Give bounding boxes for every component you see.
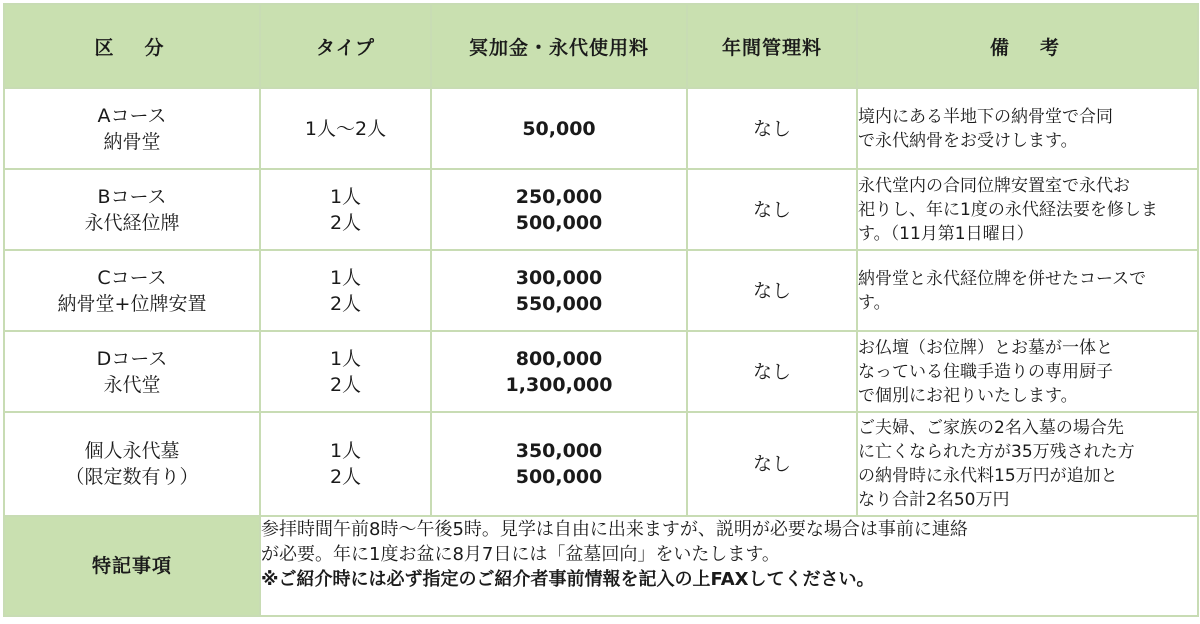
course-subname: 納骨堂+位牌安置 — [57, 292, 207, 315]
price-cell — [431, 169, 687, 250]
type-value: 2人 — [329, 373, 362, 396]
type-value: 2人 — [329, 292, 362, 315]
type-value: 1人 — [329, 266, 362, 289]
price-cell — [431, 250, 687, 331]
annual-fee-cell: なし — [687, 88, 857, 169]
course-name-cell — [4, 169, 260, 250]
course-subname: 永代堂 — [103, 373, 161, 396]
remarks-line: 納骨堂と永代経位牌を併せたコースで — [858, 268, 1147, 289]
price-value: 550,000 — [515, 292, 603, 315]
remarks-cell — [857, 412, 1198, 516]
remarks-line: お仏壇（お位牌）とお墓が一体と — [858, 337, 1113, 358]
type-cell — [260, 331, 431, 412]
header-annual-fee: 年間管理料 — [687, 4, 857, 88]
remarks-line: で永代納骨をお受けします。 — [858, 130, 1078, 151]
type-value: 1人 — [329, 185, 362, 208]
table-row — [4, 412, 1198, 516]
remarks-cell — [857, 250, 1198, 331]
course-subname: （限定数有り） — [65, 466, 199, 488]
remarks-line: す。 — [858, 292, 891, 313]
course-name: Dコース — [96, 347, 168, 370]
table-row — [4, 88, 1198, 169]
special-notes-line: が必要。年に1度お盆に8月7日には「盆墓回向」をいたします。 — [261, 544, 780, 565]
price-value: 250,000 — [515, 185, 603, 208]
annual-fee-cell: なし — [687, 412, 857, 516]
price-value: 1,300,000 — [505, 373, 613, 396]
course-name: Aコース — [97, 104, 167, 127]
header-price: 冥加金・永代使用料 — [431, 4, 687, 88]
remarks-line: 祀りし、年に1度の永代経法要を修しま — [858, 199, 1158, 220]
special-notes-label: 特記事項 — [4, 516, 260, 616]
annual-fee-cell: なし — [687, 250, 857, 331]
price-value: 300,000 — [515, 266, 603, 289]
price-value: 500,000 — [515, 466, 603, 488]
remarks-line: の納骨時に永代料15万円が追加と — [858, 466, 1118, 486]
course-name: 個人永代墓 — [84, 440, 180, 462]
type-value: 2人 — [329, 466, 362, 488]
remarks-cell — [857, 88, 1198, 169]
special-notes-line: 参拝時間午前8時～午後5時。見学は自由に出来ますが、説明が必要な場合は事前に連絡 — [261, 519, 968, 540]
remarks-line: に亡くなられた方が35万残された方 — [858, 442, 1135, 462]
type-value: 2人 — [329, 211, 362, 234]
annual-fee-cell: なし — [687, 331, 857, 412]
special-notes-body — [260, 516, 1198, 616]
plan-table — [3, 3, 1199, 617]
table-row — [4, 169, 1198, 250]
type-cell — [260, 169, 431, 250]
course-name-cell — [4, 250, 260, 331]
remarks-line: で個別にお祀りいたします。 — [858, 385, 1078, 406]
header-remarks: 備 考 — [857, 4, 1198, 88]
remarks-line: なり合計2名50万円 — [858, 490, 1010, 510]
remarks-line: なっている住職手造りの専用厨子 — [858, 361, 1113, 382]
remarks-cell — [857, 169, 1198, 250]
header-category: 区 分 — [4, 4, 260, 88]
type-value: 1人 — [329, 440, 362, 462]
course-name-cell — [4, 331, 260, 412]
type-cell — [260, 412, 431, 516]
type-cell — [260, 88, 431, 169]
price-cell — [431, 88, 687, 169]
header-row — [4, 4, 1198, 88]
course-name-cell — [4, 88, 260, 169]
type-value: 1人 — [329, 347, 362, 370]
remarks-cell — [857, 331, 1198, 412]
course-name: Bコース — [97, 185, 167, 208]
table-row — [4, 331, 1198, 412]
course-subname: 納骨堂 — [103, 130, 161, 153]
type-value: 1人～2人 — [304, 117, 387, 140]
price-value: 350,000 — [515, 440, 603, 462]
special-notes-warning: ※ご紹介時には必ず指定のご紹介者事前情報を記入の上FAXしてください。 — [261, 569, 875, 590]
remarks-line: 境内にある半地下の納骨堂で合同 — [858, 106, 1113, 127]
remarks-line: す。（11月第1日曜日） — [858, 223, 1034, 244]
course-subname: 永代経位牌 — [84, 211, 180, 234]
remarks-line: 永代堂内の合同位牌安置室で永代お — [858, 175, 1130, 196]
type-cell — [260, 250, 431, 331]
price-cell — [431, 412, 687, 516]
special-notes-row — [4, 516, 1198, 616]
price-value: 500,000 — [515, 211, 603, 234]
annual-fee-cell: なし — [687, 169, 857, 250]
price-value: 800,000 — [515, 347, 603, 370]
price-cell — [431, 331, 687, 412]
price-value: 50,000 — [522, 117, 596, 140]
table-row — [4, 250, 1198, 331]
header-type: タイプ — [260, 4, 431, 88]
course-name-cell — [4, 412, 260, 516]
remarks-line: ご夫婦、ご家族の2名入墓の場合先 — [858, 418, 1124, 438]
course-name: Cコース — [97, 266, 167, 289]
